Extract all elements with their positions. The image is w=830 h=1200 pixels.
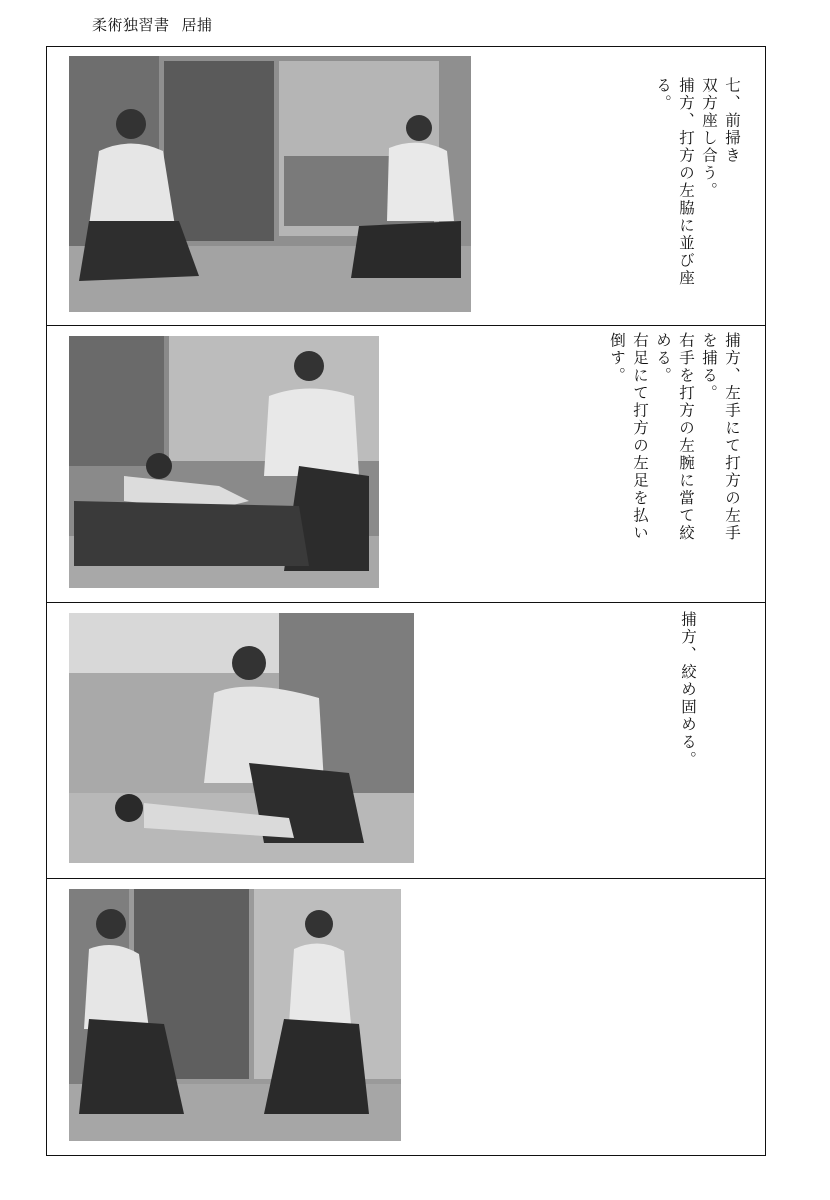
- text-line: る。: [654, 77, 672, 112]
- text-line: 双方座し合う。: [700, 77, 718, 200]
- section-title: 居捕: [181, 16, 213, 34]
- technique-table: [46, 46, 766, 1156]
- table-row: [47, 326, 765, 603]
- text-line: 右手を打方の左腕に當て絞: [677, 332, 695, 542]
- text-line: 捕方、絞め固める。: [679, 611, 697, 769]
- table-row: [47, 603, 765, 879]
- instruction-text: [651, 77, 743, 317]
- table-row: [47, 47, 765, 326]
- photo-arm-lock: [69, 336, 379, 588]
- photo-seated-facing: [69, 56, 471, 312]
- photo-pin: [69, 613, 414, 863]
- text-line: 捕方、打方の左脇に並び座: [677, 77, 695, 287]
- text-line: 右足にて打方の左足を払い: [631, 332, 649, 542]
- technique-heading: 七、前掃き: [723, 77, 741, 165]
- page-header: [92, 14, 213, 35]
- instruction-text: [676, 611, 699, 811]
- table-row: [47, 879, 765, 1155]
- text-line: 捕方、左手にて打方の左手: [723, 332, 741, 542]
- text-line: 倒す。: [608, 332, 626, 385]
- text-line: める。: [654, 332, 672, 385]
- book-title: 柔術独習書: [92, 16, 170, 34]
- text-line: を捕る。: [700, 332, 718, 402]
- instruction-text: [605, 332, 743, 597]
- photo-return-seated: [69, 889, 401, 1141]
